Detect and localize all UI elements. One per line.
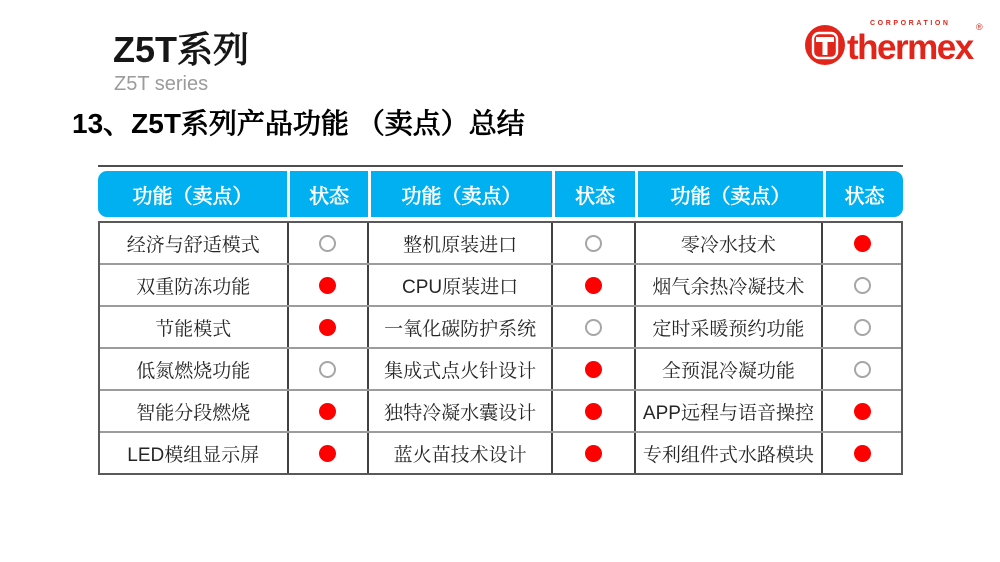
status-cell <box>821 391 901 431</box>
status-cell <box>551 349 634 389</box>
status-cell <box>287 307 368 347</box>
column-header-feature-1: 功能（卖点） <box>132 185 253 208</box>
status-filled-icon <box>854 403 871 420</box>
feature-cell: LED模组显示屏 <box>127 444 260 466</box>
status-cell <box>551 307 634 347</box>
column-header-status-3: 状态 <box>823 171 903 217</box>
status-filled-icon <box>319 319 336 336</box>
table-top-border <box>98 165 903 167</box>
status-filled-icon <box>585 445 602 462</box>
status-cell <box>551 265 634 305</box>
feature-cell: 蓝火苗技术设计 <box>367 433 551 473</box>
feature-cell: 定时采暖预约功能 <box>634 307 822 347</box>
svg-text:CORPORATION: CORPORATION <box>870 20 951 27</box>
status-empty-icon <box>585 235 602 252</box>
status-filled-icon <box>854 235 871 252</box>
status-cell <box>821 223 901 263</box>
status-empty-icon <box>854 319 871 336</box>
table-row <box>100 223 901 263</box>
status-filled-icon <box>585 403 602 420</box>
table-row <box>100 347 901 389</box>
feature-cell: 整机原装进口 <box>367 223 551 263</box>
status-cell <box>551 391 634 431</box>
table-header-row <box>98 171 903 217</box>
status-empty-icon <box>585 319 602 336</box>
feature-cell: 低氮燃烧功能 <box>136 360 251 382</box>
feature-cell: 全预混冷凝功能 <box>634 349 822 389</box>
feature-cell: 零冷水技术 <box>634 223 822 263</box>
page-subtitle: Z5T series <box>114 73 209 95</box>
status-cell <box>287 349 368 389</box>
status-cell <box>287 433 368 473</box>
status-filled-icon <box>319 403 336 420</box>
status-cell <box>821 307 901 347</box>
feature-cell: CPU原装进口 <box>367 265 551 305</box>
column-header-feature-3: 功能（卖点） <box>635 171 823 217</box>
feature-cell: 专利组件式水路模块 <box>634 433 822 473</box>
status-empty-icon <box>319 361 336 378</box>
feature-cell: 节能模式 <box>155 318 232 340</box>
status-cell <box>287 265 368 305</box>
svg-text:thermex: thermex <box>847 28 973 67</box>
feature-cell: 双重防冻功能 <box>136 276 251 298</box>
table-row <box>100 305 901 347</box>
status-cell <box>551 433 634 473</box>
status-cell <box>551 223 634 263</box>
status-filled-icon <box>585 277 602 294</box>
column-header-status-1: 状态 <box>287 171 368 217</box>
feature-cell: 经济与舒适模式 <box>126 234 260 256</box>
svg-text:®: ® <box>976 22 983 32</box>
column-header-feature-2: 功能（卖点） <box>368 171 552 217</box>
status-cell <box>821 265 901 305</box>
status-cell <box>821 433 901 473</box>
status-empty-icon <box>854 361 871 378</box>
section-heading: 13、Z5T系列产品功能 （卖点）总结 <box>72 108 525 139</box>
status-filled-icon <box>854 445 871 462</box>
table-row <box>100 431 901 473</box>
feature-cell: 独特冷凝水囊设计 <box>367 391 551 431</box>
page-title: Z5T系列 <box>113 29 250 70</box>
feature-table <box>98 221 903 475</box>
feature-cell: 智能分段燃烧 <box>136 402 251 424</box>
thermex-logo <box>790 12 990 78</box>
status-filled-icon <box>319 445 336 462</box>
status-cell <box>821 349 901 389</box>
feature-cell: 一氧化碳防护系统 <box>367 307 551 347</box>
thermex-logo-icon <box>790 12 990 78</box>
status-empty-icon <box>319 235 336 252</box>
status-filled-icon <box>585 361 602 378</box>
feature-cell: APP远程与语音操控 <box>634 391 822 431</box>
status-cell <box>287 223 368 263</box>
table-row <box>100 389 901 431</box>
feature-cell: 烟气余热冷凝技术 <box>634 265 822 305</box>
feature-cell: 集成式点火针设计 <box>367 349 551 389</box>
status-cell <box>287 391 368 431</box>
table-row <box>100 263 901 305</box>
status-filled-icon <box>319 277 336 294</box>
column-header-status-2: 状态 <box>552 171 635 217</box>
status-empty-icon <box>854 277 871 294</box>
